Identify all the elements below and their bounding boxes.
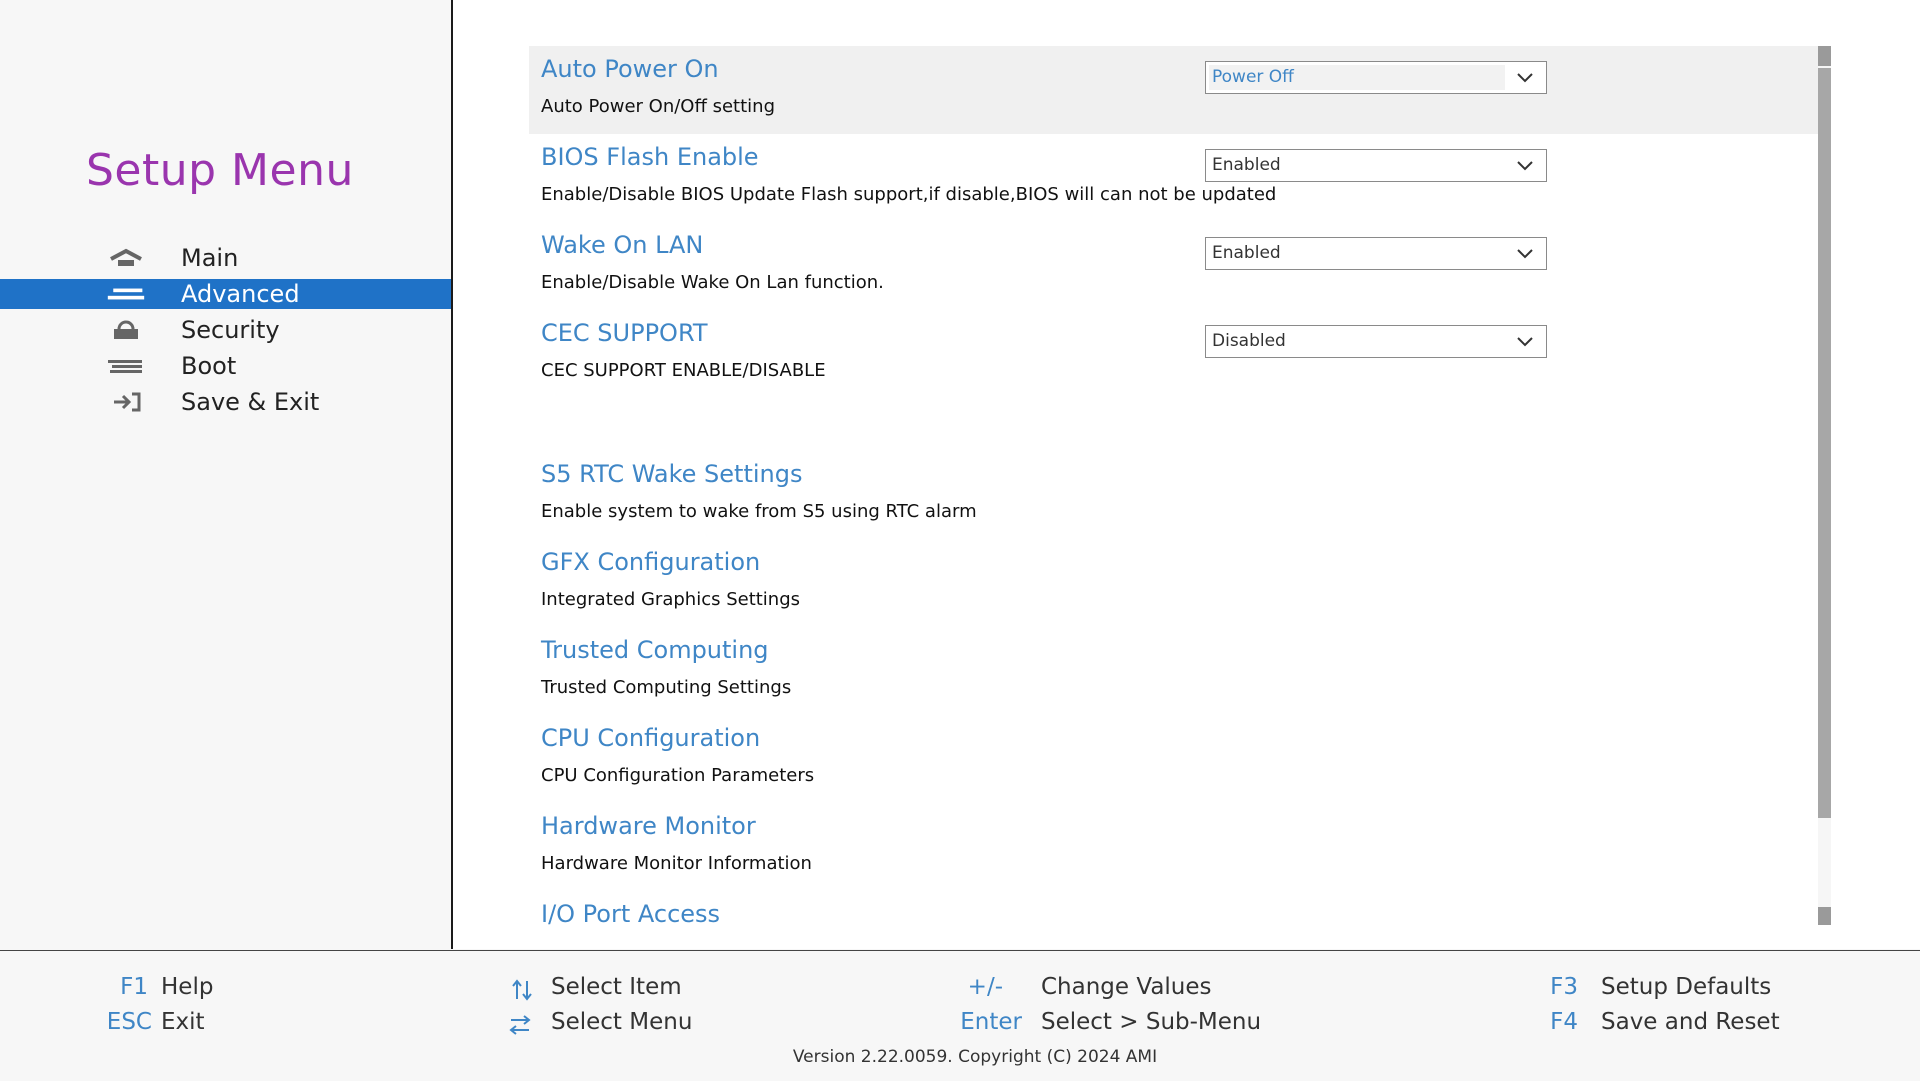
chevron-down-icon bbox=[1514, 244, 1536, 264]
setting-title: CEC SUPPORT bbox=[541, 319, 708, 347]
submenu-title: Trusted Computing bbox=[541, 636, 769, 664]
submenu-title: I/O Port Access bbox=[541, 900, 721, 928]
setting-row-cec-support[interactable] bbox=[529, 310, 1818, 398]
enter-key: Enter bbox=[960, 1009, 1022, 1035]
setting-description: Enable/Disable BIOS Update Flash support,if disable,BIOS will can not be updated bbox=[541, 184, 1277, 205]
select-menu-label: Select Menu bbox=[551, 1009, 693, 1035]
submenu-row-io-port-access[interactable] bbox=[529, 891, 1818, 931]
version-text: Version 2.22.0059. Copyright (C) 2024 AMI bbox=[792, 1047, 1158, 1067]
submenu-row-gfx-configuration[interactable] bbox=[529, 539, 1818, 627]
nav-item-security[interactable] bbox=[0, 315, 451, 345]
change-values-label: Change Values bbox=[1041, 974, 1212, 1000]
select-item-label: Select Item bbox=[551, 974, 682, 1000]
help-label: Help bbox=[161, 974, 214, 1000]
nav-label-boot: Boot bbox=[181, 352, 237, 380]
boot-icon bbox=[106, 351, 146, 381]
setting-description: Enable/Disable Wake On Lan function. bbox=[541, 272, 884, 293]
home-icon bbox=[106, 243, 146, 273]
submenu-row-trusted-computing[interactable] bbox=[529, 627, 1818, 715]
setup-menu-title: Setup Menu bbox=[86, 145, 354, 196]
f4-key: F4 bbox=[1550, 1009, 1578, 1035]
sub-menu-label: Select > Sub-Menu bbox=[1041, 1009, 1262, 1035]
setting-title: Auto Power On bbox=[541, 55, 719, 83]
up-down-arrows-icon bbox=[510, 977, 534, 1003]
chevron-down-icon bbox=[1514, 68, 1536, 88]
advanced-icon bbox=[106, 279, 146, 309]
save-reset-label: Save and Reset bbox=[1601, 1009, 1780, 1035]
bios-flash-enable-select[interactable] bbox=[1205, 149, 1547, 182]
submenu-description: Hardware Monitor Information bbox=[541, 853, 812, 874]
f1-key: F1 bbox=[120, 974, 148, 1000]
spacer bbox=[529, 398, 1818, 451]
submenu-title: GFX Configuration bbox=[541, 548, 761, 576]
submenu-description: Enable system to wake from S5 using RTC alarm bbox=[541, 501, 977, 522]
setting-title: BIOS Flash Enable bbox=[541, 143, 759, 171]
scrollbar-thumb[interactable] bbox=[1818, 68, 1831, 818]
submenu-row-hardware-monitor[interactable] bbox=[529, 803, 1818, 891]
nav-item-boot[interactable] bbox=[0, 351, 451, 381]
nav-label-main: Main bbox=[181, 244, 239, 272]
setup-defaults-label: Setup Defaults bbox=[1601, 974, 1772, 1000]
esc-key: ESC bbox=[106, 1009, 152, 1035]
lock-icon bbox=[106, 315, 146, 345]
auto-power-on-select[interactable] bbox=[1205, 61, 1547, 94]
submenu-row-cpu-configuration[interactable] bbox=[529, 715, 1818, 803]
select-value: Power Off bbox=[1212, 67, 1294, 87]
nav-label-save-exit: Save & Exit bbox=[181, 388, 320, 416]
setting-description: CEC SUPPORT ENABLE/DISABLE bbox=[541, 360, 826, 381]
submenu-row-s5-rtc-wake[interactable] bbox=[529, 451, 1818, 539]
nav-item-main[interactable] bbox=[0, 243, 451, 273]
scrollbar-bottom-cap[interactable] bbox=[1818, 907, 1831, 925]
submenu-title: S5 RTC Wake Settings bbox=[541, 460, 803, 488]
nav-item-save-exit[interactable] bbox=[0, 387, 451, 417]
plus-minus-key: +/- bbox=[967, 974, 1003, 1000]
footer-help-bar bbox=[0, 950, 1920, 1081]
cec-support-select[interactable] bbox=[1205, 325, 1547, 358]
setting-description: Auto Power On/Off setting bbox=[541, 96, 775, 117]
submenu-description: Integrated Graphics Settings bbox=[541, 589, 801, 610]
scrollbar-top-cap[interactable] bbox=[1818, 46, 1831, 66]
chevron-down-icon bbox=[1514, 332, 1536, 352]
exit-icon bbox=[106, 387, 146, 417]
submenu-title: Hardware Monitor bbox=[541, 812, 756, 840]
sidebar bbox=[0, 0, 453, 949]
nav-item-advanced[interactable] bbox=[0, 279, 451, 309]
left-right-arrows-icon bbox=[508, 1012, 532, 1038]
submenu-title: CPU Configuration bbox=[541, 724, 761, 752]
chevron-down-icon bbox=[1514, 156, 1536, 176]
setting-row-wake-on-lan[interactable] bbox=[529, 222, 1818, 310]
setting-row-bios-flash-enable[interactable] bbox=[529, 134, 1818, 222]
setting-title: Wake On LAN bbox=[541, 231, 704, 259]
submenu-description: CPU Configuration Parameters bbox=[541, 765, 815, 786]
nav-label-security: Security bbox=[181, 316, 280, 344]
nav-menu bbox=[0, 243, 451, 423]
setting-row-auto-power-on[interactable] bbox=[529, 46, 1818, 134]
submenu-description: Trusted Computing Settings bbox=[541, 677, 792, 698]
select-value: Enabled bbox=[1212, 243, 1281, 263]
main-content bbox=[453, 0, 1920, 949]
select-value: Disabled bbox=[1212, 331, 1286, 351]
exit-label: Exit bbox=[161, 1009, 205, 1035]
settings-list bbox=[529, 46, 1818, 931]
wake-on-lan-select[interactable] bbox=[1205, 237, 1547, 270]
select-value: Enabled bbox=[1212, 155, 1281, 175]
f3-key: F3 bbox=[1550, 974, 1578, 1000]
nav-label-advanced: Advanced bbox=[181, 280, 300, 308]
